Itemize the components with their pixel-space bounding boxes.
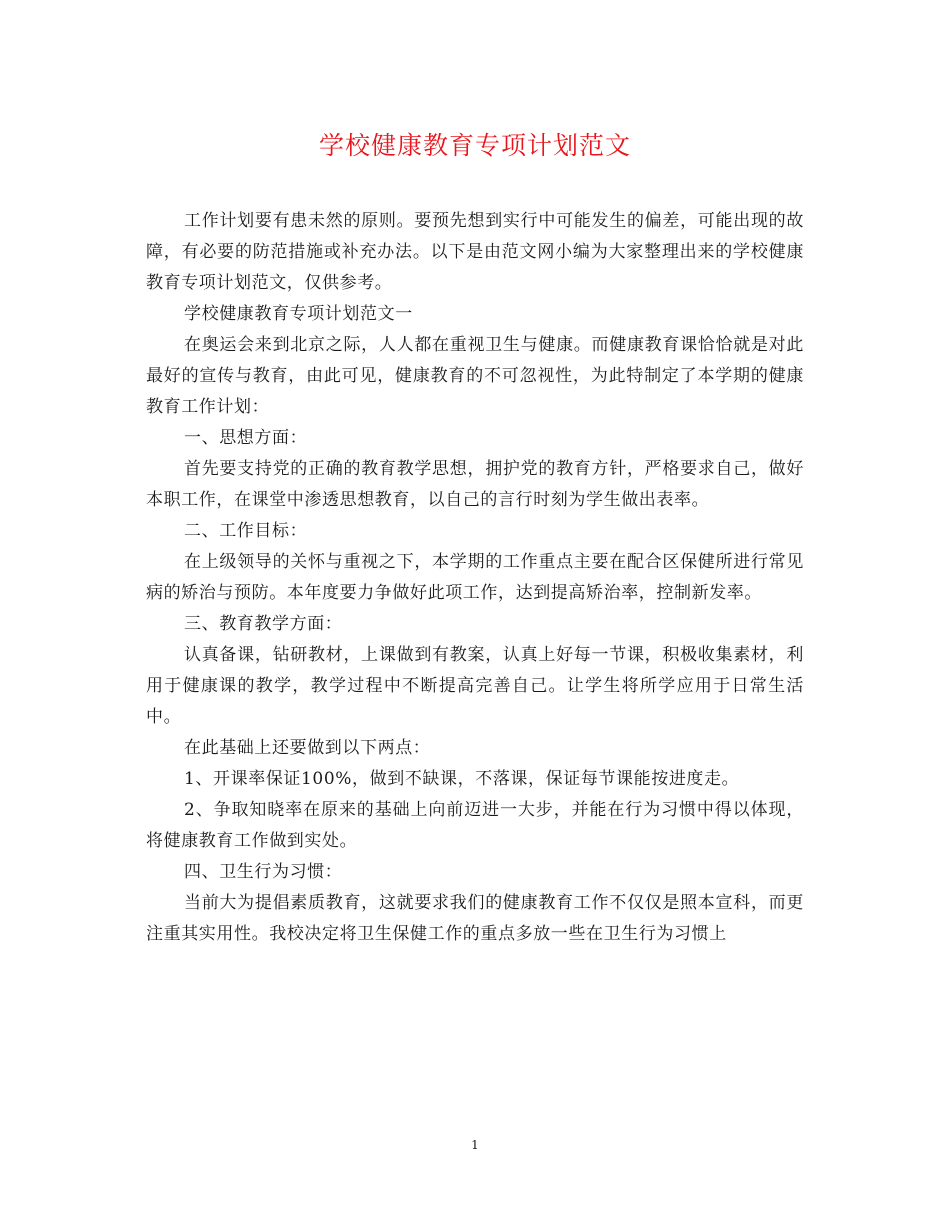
- document-body: [146, 206, 804, 950]
- paragraph-heading-thought: 一、思想方面：: [184, 428, 308, 448]
- paragraph-heading-hygiene: 四、卫生行为习惯：: [184, 862, 343, 882]
- document-title: 学校健康教育专项计划范文: [318, 131, 631, 160]
- paragraph-hygiene: 当前大为提倡素质教育，这就要求我们的健康教育工作不仅仅是照本宣科，而更注重其实用性。我校决定将卫生保健工作的重点多放一些在卫生行为习惯上: [146, 893, 804, 944]
- paragraph-thought: 首先要支持党的正确的教育教学思想，拥护党的教育方针，严格要求自己，做好本职工作，在课堂中渗透思想教育，以自己的言行时刻为学生做出表率。: [146, 459, 804, 510]
- paragraph-teaching: 认真备课，钻研教材，上课做到有教案，认真上好每一节课，积极收集素材，利用于健康课的教学，教学过程中不断提高完善自己。让学生将所学应用于日常生活中。: [146, 645, 804, 727]
- paragraph-point-2: 2、争取知晓率在原来的基础上向前迈进一大步，并能在行为习惯中得以体现，将健康教育工作做到实处。: [146, 800, 804, 851]
- paragraph-heading-goals: 二、工作目标：: [184, 521, 308, 541]
- paragraph-two-points: 在此基础上还要做到以下两点：: [184, 738, 431, 758]
- paragraph-intro: 工作计划要有患未然的原则。要预先想到实行中可能发生的偏差，可能出现的故障，有必要的防范措施或补充办法。以下是由范文网小编为大家整理出来的学校健康教育专项计划范文，仅供参考。: [146, 211, 804, 293]
- paragraph-heading-teaching: 三、教育教学方面：: [184, 614, 343, 634]
- page-number: 1: [471, 1138, 479, 1152]
- paragraph-goals: 在上级领导的关怀与重视之下，本学期的工作重点主要在配合区保健所进行常见病的矫治与预防。本年度要力争做好此项工作，达到提高矫治率，控制新发率。: [146, 552, 804, 603]
- paragraph-section-heading: 学校健康教育专项计划范文一: [184, 304, 413, 324]
- paragraph-point-1: 1、开课率保证100%，做到不缺课，不落课，保证每节课能按进度走。: [184, 769, 740, 789]
- paragraph-background: 在奥运会来到北京之际，人人都在重视卫生与健康。而健康教育课恰恰就是对此最好的宣传与教育，由此可见，健康教育的不可忽视性，为此特制定了本学期的健康教育工作计划：: [146, 335, 804, 417]
